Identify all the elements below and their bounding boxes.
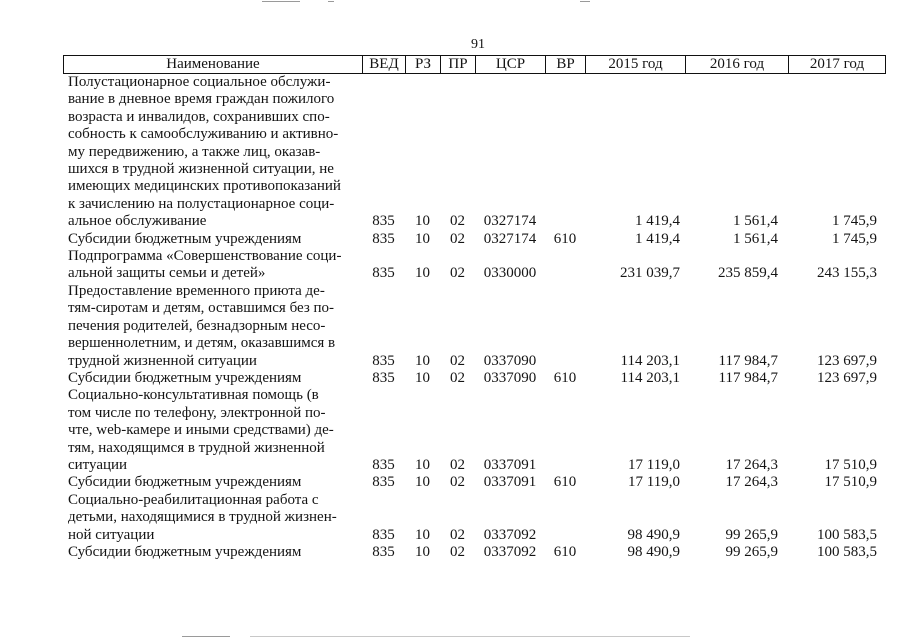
value-2015: 231 039,7 bbox=[620, 265, 680, 282]
item-name bbox=[64, 248, 362, 283]
item-name-line: Субсидии бюджетным учреждениям bbox=[68, 474, 302, 491]
rz-cell: 10 bbox=[415, 543, 430, 560]
table-body bbox=[64, 74, 885, 561]
value-2015: 98 490,9 bbox=[627, 543, 680, 560]
value-2017: 100 583,5 bbox=[817, 526, 877, 543]
csr-cell: 0327174 bbox=[483, 213, 537, 230]
header-2015: 2015 год bbox=[585, 56, 685, 73]
item-name bbox=[64, 544, 362, 561]
item-name-line: тям, находящимся в трудной жизненной bbox=[68, 439, 325, 456]
value-2015: 114 203,1 bbox=[620, 369, 680, 386]
value-2016: 99 265,9 bbox=[725, 543, 778, 560]
value-2017: 100 583,5 bbox=[817, 543, 877, 560]
value-2017: 17 510,9 bbox=[824, 474, 877, 491]
value-2015: 17 119,0 bbox=[628, 456, 680, 473]
vr-cell: 610 bbox=[553, 543, 577, 560]
value-2017: 243 155,3 bbox=[817, 265, 877, 282]
rz-cell: 10 bbox=[415, 456, 430, 473]
table-row bbox=[64, 231, 885, 248]
vr-cell: 610 bbox=[553, 230, 577, 247]
ved-cell: 835 bbox=[372, 526, 395, 543]
item-name-line: ситуации bbox=[68, 456, 128, 473]
item-name-line: Субсидии бюджетным учреждениям bbox=[68, 369, 302, 386]
vr-cell: 610 bbox=[553, 474, 577, 491]
table-row bbox=[64, 492, 885, 544]
header-name: Наименование bbox=[166, 56, 260, 72]
value-2017: 123 697,9 bbox=[817, 352, 877, 369]
header-2016: 2016 год bbox=[685, 56, 788, 73]
value-2016: 117 984,7 bbox=[718, 369, 778, 386]
item-name bbox=[64, 492, 362, 544]
csr-cell: 0337091 bbox=[483, 474, 537, 491]
pr-cell: 02 bbox=[450, 474, 465, 491]
scan-mark bbox=[262, 1, 300, 2]
csr-cell: 0337090 bbox=[483, 352, 537, 369]
table-row bbox=[64, 544, 885, 561]
item-name bbox=[64, 231, 362, 248]
value-2017: 1 745,9 bbox=[832, 213, 877, 230]
pr-cell: 02 bbox=[450, 230, 465, 247]
value-2016: 1 561,4 bbox=[733, 230, 778, 247]
item-name bbox=[64, 370, 362, 387]
item-name-line: собность к самообслуживанию и активно- bbox=[68, 126, 339, 143]
item-name-line: Полустационарное социальное обслужи- bbox=[68, 74, 331, 90]
csr-cell: 0337092 bbox=[483, 526, 537, 543]
ved-cell: 835 bbox=[372, 265, 395, 282]
page-number: 91 bbox=[471, 37, 485, 52]
pr-cell: 02 bbox=[450, 526, 465, 543]
ved-cell: 835 bbox=[372, 543, 395, 560]
header-2017: 2017 год bbox=[788, 56, 885, 73]
item-name-line: альное обслуживание bbox=[68, 213, 207, 230]
item-name-line: вание в дневное время граждан пожилого bbox=[68, 91, 335, 108]
item-name-line: чте, web-камере и иными средствами) де- bbox=[68, 422, 334, 439]
scan-mark bbox=[580, 1, 590, 2]
scan-mark bbox=[182, 636, 230, 637]
value-2016: 235 859,4 bbox=[718, 265, 778, 282]
item-name-line: Предоставление временного приюта де- bbox=[68, 282, 325, 299]
rz-cell: 10 bbox=[415, 213, 430, 230]
value-2015: 1 419,4 bbox=[635, 230, 680, 247]
item-name-line: к зачислению на полустационарное соци- bbox=[68, 195, 335, 212]
item-name bbox=[64, 283, 362, 370]
ved-cell: 835 bbox=[372, 352, 395, 369]
rz-cell: 10 bbox=[415, 352, 430, 369]
csr-cell: 0337091 bbox=[483, 456, 537, 473]
header-vr: ВР bbox=[545, 56, 585, 73]
ved-cell: 835 bbox=[372, 456, 395, 473]
pr-cell: 02 bbox=[450, 352, 465, 369]
header-rz: РЗ bbox=[405, 56, 440, 73]
value-2015: 98 490,9 bbox=[627, 526, 680, 543]
header-csr: ЦСР bbox=[475, 56, 545, 73]
item-name-line: Субсидии бюджетным учреждениям bbox=[68, 543, 302, 560]
csr-cell: 0337092 bbox=[483, 543, 537, 560]
rz-cell: 10 bbox=[415, 474, 430, 491]
item-name-line: трудной жизненной ситуации bbox=[68, 352, 257, 369]
item-name-line: альной защиты семьи и детей» bbox=[68, 265, 266, 282]
rz-cell: 10 bbox=[415, 526, 430, 543]
table-row bbox=[64, 474, 885, 491]
table-row bbox=[64, 248, 885, 283]
pr-cell: 02 bbox=[450, 456, 465, 473]
value-2016: 117 984,7 bbox=[718, 352, 778, 369]
pr-cell: 02 bbox=[450, 369, 465, 386]
value-2015: 17 119,0 bbox=[628, 474, 680, 491]
scan-mark bbox=[250, 636, 690, 637]
item-name bbox=[64, 387, 362, 474]
item-name-line: возраста и инвалидов, сохранивших спо- bbox=[68, 108, 330, 125]
csr-cell: 0330000 bbox=[483, 265, 537, 282]
value-2017: 123 697,9 bbox=[817, 369, 877, 386]
pr-cell: 02 bbox=[450, 543, 465, 560]
value-2016: 99 265,9 bbox=[725, 526, 778, 543]
scan-mark bbox=[328, 1, 334, 2]
value-2016: 1 561,4 bbox=[733, 213, 778, 230]
item-name-line: имеющих медицинских противопоказаний bbox=[68, 178, 341, 195]
table-header bbox=[63, 55, 886, 74]
item-name-line: Социально-консультативная помощь (в bbox=[68, 387, 319, 404]
ved-cell: 835 bbox=[372, 474, 395, 491]
ved-cell: 835 bbox=[372, 213, 395, 230]
table-row bbox=[64, 370, 885, 387]
vr-cell: 610 bbox=[553, 369, 577, 386]
item-name bbox=[64, 474, 362, 491]
value-2015: 1 419,4 bbox=[635, 213, 680, 230]
value-2017: 1 745,9 bbox=[832, 230, 877, 247]
item-name-line: му передвижению, а также лиц, оказав- bbox=[68, 143, 321, 160]
rz-cell: 10 bbox=[415, 265, 430, 282]
ved-cell: 835 bbox=[372, 369, 395, 386]
value-2017: 17 510,9 bbox=[824, 456, 877, 473]
item-name-line: Социально-реабилитационная работа с bbox=[68, 491, 319, 508]
item-name-line: печения родителей, безнадзорным несо- bbox=[68, 317, 326, 334]
item-name bbox=[64, 74, 362, 231]
value-2016: 17 264,3 bbox=[725, 474, 778, 491]
item-name-line: детьми, находящимися в трудной жизнен- bbox=[68, 509, 337, 526]
item-name-line: тям-сиротам и детям, оставшимся без по- bbox=[68, 300, 335, 317]
table-row bbox=[64, 387, 885, 474]
csr-cell: 0337090 bbox=[483, 369, 537, 386]
rz-cell: 10 bbox=[415, 230, 430, 247]
table-row bbox=[64, 74, 885, 231]
item-name-line: Субсидии бюджетным учреждениям bbox=[68, 230, 302, 247]
rz-cell: 10 bbox=[415, 369, 430, 386]
ved-cell: 835 bbox=[372, 230, 395, 247]
header-ved: ВЕД bbox=[362, 56, 405, 73]
pr-cell: 02 bbox=[450, 265, 465, 282]
item-name-line: ной ситуации bbox=[68, 526, 155, 543]
item-name-line: том числе по телефону, электронной по- bbox=[68, 404, 326, 421]
item-name-line: вершеннолетним, и детям, оказавшимся в bbox=[68, 335, 336, 352]
table-row bbox=[64, 283, 885, 370]
value-2015: 114 203,1 bbox=[620, 352, 680, 369]
value-2016: 17 264,3 bbox=[725, 456, 778, 473]
item-name-line: Подпрограмма «Совершенствование соци- bbox=[68, 248, 342, 265]
header-pr: ПР bbox=[440, 56, 475, 73]
csr-cell: 0327174 bbox=[483, 230, 537, 247]
item-name-line: шихся в трудной жизненной ситуации, не bbox=[68, 161, 334, 178]
pr-cell: 02 bbox=[450, 213, 465, 230]
